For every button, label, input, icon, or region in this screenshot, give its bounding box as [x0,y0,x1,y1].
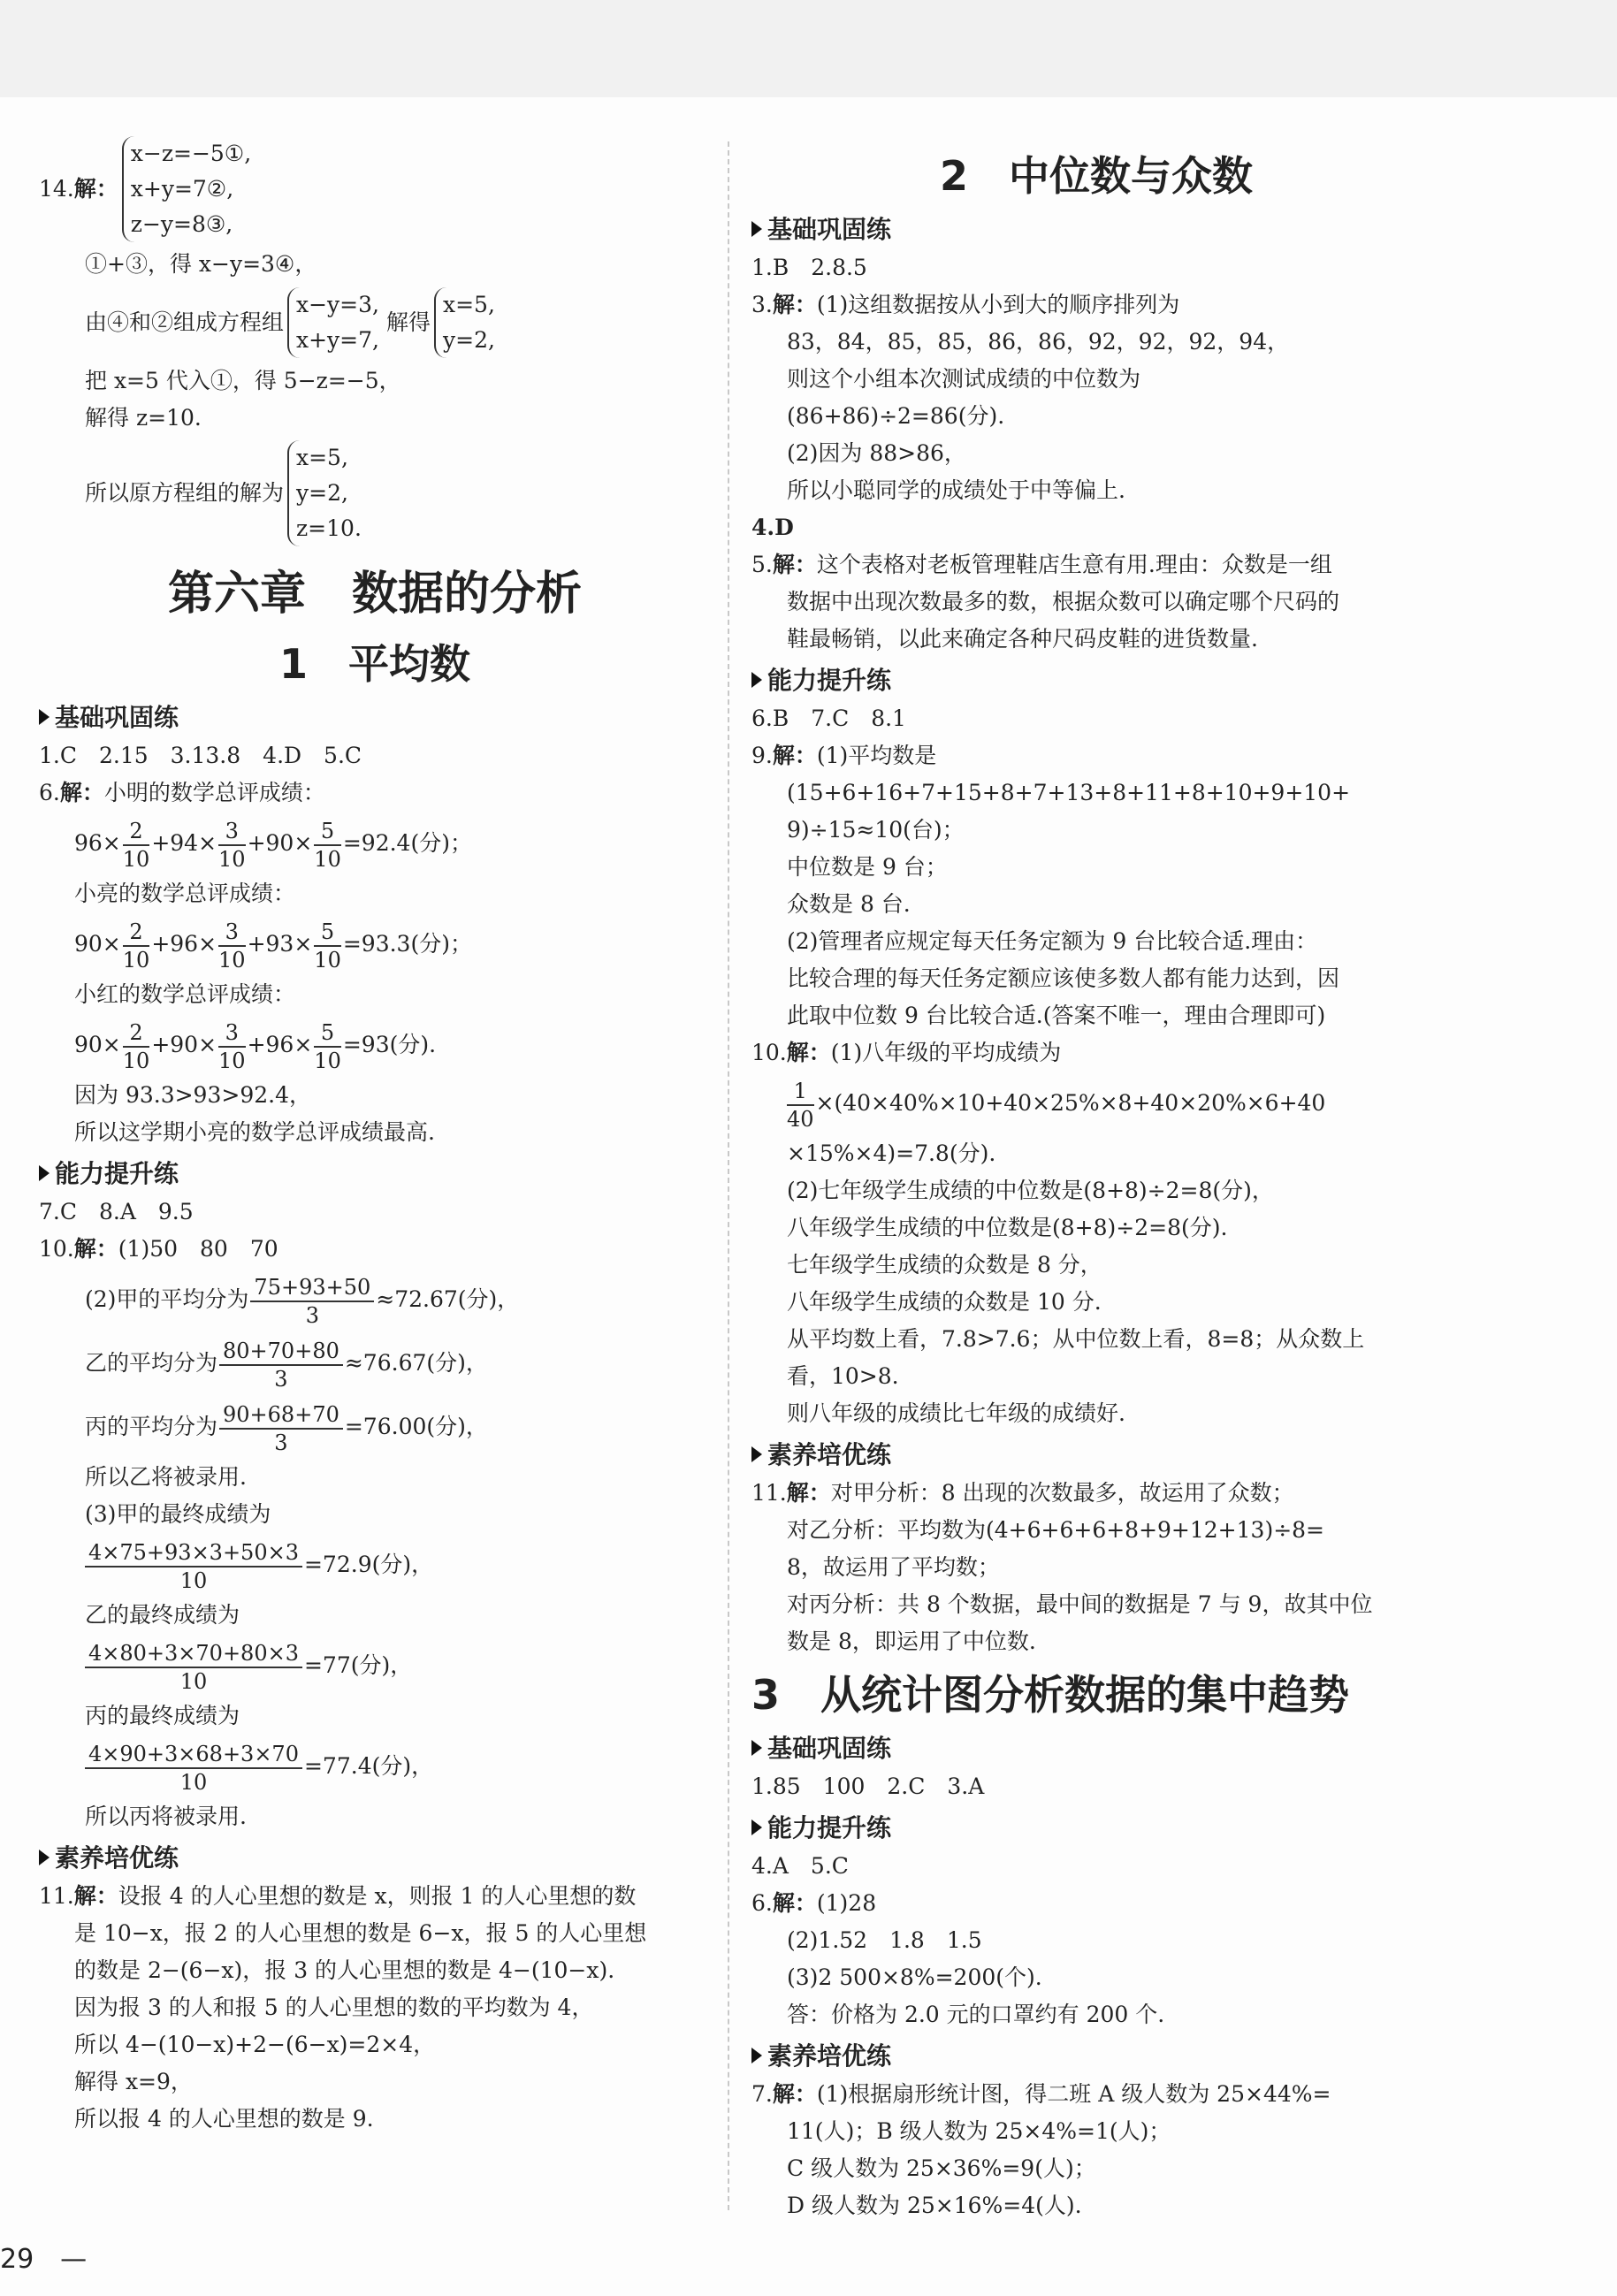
q10-final-b [39,1634,711,1697]
numerator: 5 [314,818,341,846]
section-heading-basic [39,698,711,737]
triangle-bullet-icon [39,1165,50,1181]
text: (1)28 [816,1890,877,1916]
triangle-bullet-icon [39,1850,50,1865]
q11-line-6: 解得 x=9， [74,2069,193,2094]
equation: x=5, [296,445,348,470]
numerator: 5 [314,919,341,947]
triangle-bullet-icon [751,221,762,237]
q9-line: 众数是 8 台. [787,891,911,917]
answer-line: 6.B 7.C 8.1 [751,706,906,731]
solution-label: 解： [772,552,817,577]
fraction [219,1401,343,1456]
section-label: 基础巩固练 [55,703,179,732]
text: =77(分)， [303,1652,413,1678]
fraction [250,1274,374,1329]
numerator: 75+93+50 [250,1274,374,1302]
text: (1)50 80 70 [118,1236,278,1262]
question-number: 6. [39,780,60,805]
q5-line: 鞋最畅销，以此来确定各种尺码皮鞋的进货数量. [787,626,1258,652]
section-heading-basic [751,1729,1441,1768]
question-number: 10. [39,1236,74,1262]
q5-line-1 [751,546,1441,584]
q10-text-3: 乙的最终成绩为 [85,1602,240,1628]
section-heading-quality [39,1839,711,1878]
text: +96× [151,931,217,957]
text: 丙的平均分为 [85,1414,218,1439]
answer-line: 1.85 100 2.C 3.A [751,1773,985,1799]
q10-header [751,1034,1441,1072]
q10-formula [751,1072,1441,1135]
section-heading-ability [751,661,1441,700]
text: 对甲分析：8 出现的次数最多，故运用了众数； [830,1480,1294,1506]
question-number: 7. [751,2081,773,2107]
section-label: 素养培优练 [55,1843,179,1873]
equation-system-2 [287,287,379,358]
numerator: 4×90+3×68+3×70 [85,1741,302,1769]
solution-label: 解： [73,176,118,202]
text: ×(40×40%×10+40×25%×8+40×20%×6+40 [815,1090,1326,1116]
section-label: 基础巩固练 [767,1734,892,1763]
numerator: 90+68+70 [219,1401,343,1430]
q6-formula-2 [39,912,711,976]
text: (1)这组数据按从小到大的顺序排列为 [816,292,1180,317]
answer-line: 1.B 2.8.5 [751,255,867,280]
right-column [751,141,1441,2224]
q9-line: 9)÷15≈10(台)； [787,817,965,843]
fraction [85,1741,302,1796]
fraction [314,818,341,873]
text: 设报 4 的人心里想的数是 x，则报 1 的人心里想的数 [118,1883,637,1909]
text: =93(分). [342,1032,437,1057]
text: 90× [74,1032,121,1057]
section-label: 能力提升练 [767,666,892,695]
q10-header [39,1231,711,1268]
text: ≈76.67(分)， [344,1350,488,1376]
denominator: 10 [179,1568,208,1593]
denominator: 3 [305,1302,319,1328]
triangle-bullet-icon [751,1446,762,1462]
q7-line: C 级人数为 25×36%=9(人)； [787,2155,1096,2181]
equation-system-3 [434,287,495,358]
equation: z−y=8③, [130,211,233,237]
denominator: 10 [122,846,150,872]
section-label: 素养培优练 [767,1440,892,1469]
equation: x−z=−5①, [130,141,252,166]
lesson-title: 1 平均数 [278,640,470,688]
fraction [123,919,150,973]
fraction [218,818,246,873]
q6-line: 答：价格为 2.0 元的口罩约有 200 个. [787,2002,1165,2027]
fraction [123,818,150,873]
question-number: 14. [39,176,74,202]
numerator: 2 [123,1019,150,1048]
text: +96× [247,1032,313,1057]
triangle-bullet-icon [751,2048,762,2063]
q6-line: (3)2 500×8%=200(个). [787,1964,1042,1990]
q10-text-1: 所以乙将被录用. [85,1464,247,1490]
numerator: 3 [218,818,246,846]
q3-line: (2)因为 88>86， [787,440,966,466]
q6-line: (2)1.52 1.8 1.5 [787,1927,982,1953]
fraction [218,1019,246,1074]
solution-label: 解： [786,1040,831,1065]
answer-line: 7.C 8.A 9.5 [39,1199,194,1224]
equation: x+y=7②, [130,176,234,202]
denominator: 10 [314,846,341,872]
page-number: 29 — [0,2244,88,2275]
numerator: 80+70+80 [219,1338,343,1366]
q6-formula-1 [39,812,711,875]
q11-line-5: 所以 4−(10−x)+2−(6−x)=2×4， [74,2032,436,2057]
q6-text-4: 因为 93.3>93>92.4， [74,1082,311,1108]
question-number: 3. [751,292,773,317]
q11-line-7: 所以报 4 的人心里想的数是 9. [74,2106,374,2132]
q11-line-1 [39,1878,711,1915]
q11-line: 对丙分析：共 8 个数据，最中间的数据是 7 与 9，故其中位 [787,1591,1373,1617]
text: (1)八年级的平均成绩为 [830,1040,1062,1065]
q10-line: 八年级学生成绩的众数是 10 分. [787,1289,1102,1315]
text: 90× [74,931,121,957]
text: 小明的数学总评成绩： [103,780,325,805]
question-number: 10. [751,1040,787,1065]
text: =92.4(分)； [342,830,472,856]
text: (1)根据扇形统计图，得二班 A 级人数为 25×44%= [816,2081,1331,2107]
solution-label: 解： [772,2081,817,2107]
q10-avg-b [39,1331,711,1395]
answer-line: 1.C 2.15 3.13.8 4.D 5.C [39,743,362,768]
q11-line-2: 是 10−x，报 2 的人心里想的数是 6−x，报 5 的人心里想 [74,1920,647,1946]
q10-avg-c [39,1395,711,1459]
q9-line: 比较合理的每天任务定额应该使多数人都有能力达到，因 [787,965,1340,991]
equation: z=10. [296,515,362,541]
question-number: 11. [39,1883,74,1909]
denominator: 10 [218,1048,246,1073]
q10-text-5: 所以丙将被录用. [85,1804,247,1829]
q14-step-3: 把 x=5 代入①，得 5−z=−5， [85,368,401,393]
q10-line: 则八年级的成绩比七年级的成绩好. [787,1400,1125,1426]
section-label: 基础巩固练 [767,215,892,244]
q10-line: 八年级学生成绩的中位数是(8+8)÷2=8(分). [787,1215,1228,1240]
equation: y=2, [443,327,495,353]
numerator: 4×80+3×70+80×3 [85,1640,302,1668]
text: =77.4(分)， [303,1753,434,1779]
text: 96× [74,830,121,856]
q3-header [751,286,1441,324]
q14-header [39,133,711,246]
answer-line: 4.D [751,515,794,540]
solution-label: 解： [772,743,817,768]
numerator: 3 [218,1019,246,1048]
triangle-bullet-icon [39,709,50,725]
numerator: 5 [314,1019,341,1048]
denominator: 10 [179,1668,208,1694]
solution-label: 解： [73,1236,118,1262]
section-label: 素养培优练 [767,2041,892,2071]
solution-label: 解： [772,1890,817,1916]
denominator: 10 [122,947,150,973]
q6-header [751,1885,1441,1922]
q9-header [751,737,1441,774]
text: ≈72.67(分)， [376,1286,520,1312]
q10-avg-a [39,1268,711,1331]
denominator: 3 [274,1430,288,1455]
q10-final-c [39,1735,711,1798]
q6-text-3: 小红的数学总评成绩： [74,981,296,1007]
text: =93.3(分)； [342,931,472,957]
triangle-bullet-icon [751,1819,762,1835]
lesson-title: 3 从统计图分析数据的集中趋势 [751,1671,1350,1719]
q10-line: 从平均数上看，7.8>7.6；从中位数上看，8=8；从众数上 [787,1326,1365,1352]
answer-line: 4.A 5.C [751,1853,849,1879]
q11-line-4: 因为报 3 的人和报 5 的人心里想的数的平均数为 4， [74,1995,594,2020]
denominator: 10 [218,846,246,872]
q14-step-2 [39,283,711,362]
question-number: 9. [751,743,773,768]
q3-line: 所以小聪同学的成绩处于中等偏上. [787,477,1125,503]
fraction [85,1539,302,1594]
equation-system-4 [287,440,362,546]
denominator: 10 [314,947,341,973]
text: +93× [247,931,313,957]
q9-line: 中位数是 9 台； [787,854,948,880]
solution-label: 解： [772,292,817,317]
text: 这个表格对老板管理鞋店生意有用.理由：众数是一组 [816,552,1332,577]
q11-line-3: 的数是 2−(6−x)，报 3 的人心里想的数是 4−(10−x). [74,1957,615,1983]
solution-label: 解： [59,780,104,805]
q3-line: 83，84，85，85，86，86，92，92，92，94， [787,329,1290,355]
fraction [85,1640,302,1695]
q10-line: (2)七年级学生成绩的中位数是(8+8)÷2=8(分)， [787,1178,1274,1203]
q7-line: D 级人数为 25×16%=4(人). [787,2193,1082,2218]
equation: y=2, [296,480,348,506]
q9-line: (15+6+16+7+15+8+7+13+8+11+8+10+9+10+ [787,780,1351,805]
section-heading-ability [39,1155,711,1194]
text: (1)平均数是 [816,743,937,768]
fraction [314,1019,341,1074]
numerator: 2 [123,919,150,947]
q3-line: (86+86)÷2=86(分). [787,403,1005,429]
q6-header [39,774,711,812]
text: 由④和②组成方程组 [85,309,285,335]
q10-line: ×15%×4)=7.8(分). [787,1140,996,1166]
q11-line: 8，故运用了平均数； [787,1554,1000,1580]
q7-line: 11(人)；B 级人数为 25×4%=1(人)； [787,2118,1171,2144]
text: +90× [151,1032,217,1057]
section-label: 能力提升练 [767,1813,892,1842]
denominator: 10 [218,947,246,973]
section-heading-quality [751,2037,1441,2076]
q10-text-2: (3)甲的最终成绩为 [85,1501,271,1527]
text: +94× [151,830,217,856]
equation: x−y=3, [296,292,379,317]
q9-line: 此取中位数 9 台比较合适.(答案不唯一，理由合理即可) [787,1003,1326,1028]
q11-line: 数是 8，即运用了中位数. [787,1629,1036,1654]
fraction [219,1338,343,1392]
text: 解得 [386,309,431,335]
q6-formula-3 [39,1013,711,1077]
denominator: 10 [179,1769,208,1795]
triangle-bullet-icon [751,672,762,688]
q11-line-1 [751,1475,1441,1512]
numerator: 2 [123,818,150,846]
section-heading-quality [751,1436,1441,1475]
denominator: 40 [787,1106,814,1132]
triangle-bullet-icon [751,1740,762,1756]
q10-line: 七年级学生成绩的众数是 8 分， [787,1252,1102,1278]
solution-label: 解： [73,1883,118,1909]
fraction [314,919,341,973]
q11-line: 对乙分析：平均数为(4+6+6+6+8+9+12+13)÷8= [787,1517,1324,1543]
left-column [39,133,711,2138]
scan-top-band [0,0,1617,97]
numerator: 1 [787,1078,814,1106]
question-number: 11. [751,1480,787,1506]
text: =72.9(分)， [303,1552,434,1577]
q6-text-5: 所以这学期小亮的数学总评成绩最高. [74,1119,435,1145]
text: 所以原方程组的解为 [85,480,285,506]
q5-line: 数据中出现次数最多的数，根据众数可以确定哪个尺码的 [787,589,1340,614]
numerator: 4×75+93×3+50×3 [85,1539,302,1568]
q10-line: 看，10>8. [787,1363,899,1389]
q6-text-2: 小亮的数学总评成绩： [74,881,296,906]
q14-step-5 [39,437,711,550]
text: =76.00(分)， [344,1414,488,1439]
solution-label: 解： [786,1480,831,1506]
question-number: 6. [751,1890,773,1916]
chapter-title: 第六章 数据的分析 [167,568,582,621]
q14-step-1: ①+③，得 x−y=3④， [85,251,317,277]
section-label: 能力提升练 [55,1159,179,1188]
equation-system-1 [122,136,251,242]
text: (2)甲的平均分为 [85,1286,249,1312]
q10-final-a [39,1533,711,1597]
question-number: 5. [751,552,773,577]
column-divider [728,141,729,2210]
section-heading-ability [751,1809,1441,1848]
text: 乙的平均分为 [85,1350,218,1376]
section-heading-basic [751,210,1441,249]
numerator: 3 [218,919,246,947]
denominator: 10 [122,1048,150,1073]
fraction [218,919,246,973]
q10-text-4: 丙的最终成绩为 [85,1703,240,1728]
denominator: 10 [314,1048,341,1073]
text: +90× [247,830,313,856]
denominator: 3 [274,1366,288,1392]
equation: x+y=7, [296,327,379,353]
equation: x=5, [443,292,495,317]
q3-line: 则这个小组本次测试成绩的中位数为 [787,366,1141,392]
fraction [123,1019,150,1074]
q7-line-1 [751,2076,1441,2113]
q9-line: (2)管理者应规定每天任务定额为 9 台比较合适.理由： [787,928,1318,954]
lesson-title: 2 中位数与众数 [939,152,1253,200]
fraction [787,1078,814,1133]
q14-step-4: 解得 z=10. [85,405,202,431]
